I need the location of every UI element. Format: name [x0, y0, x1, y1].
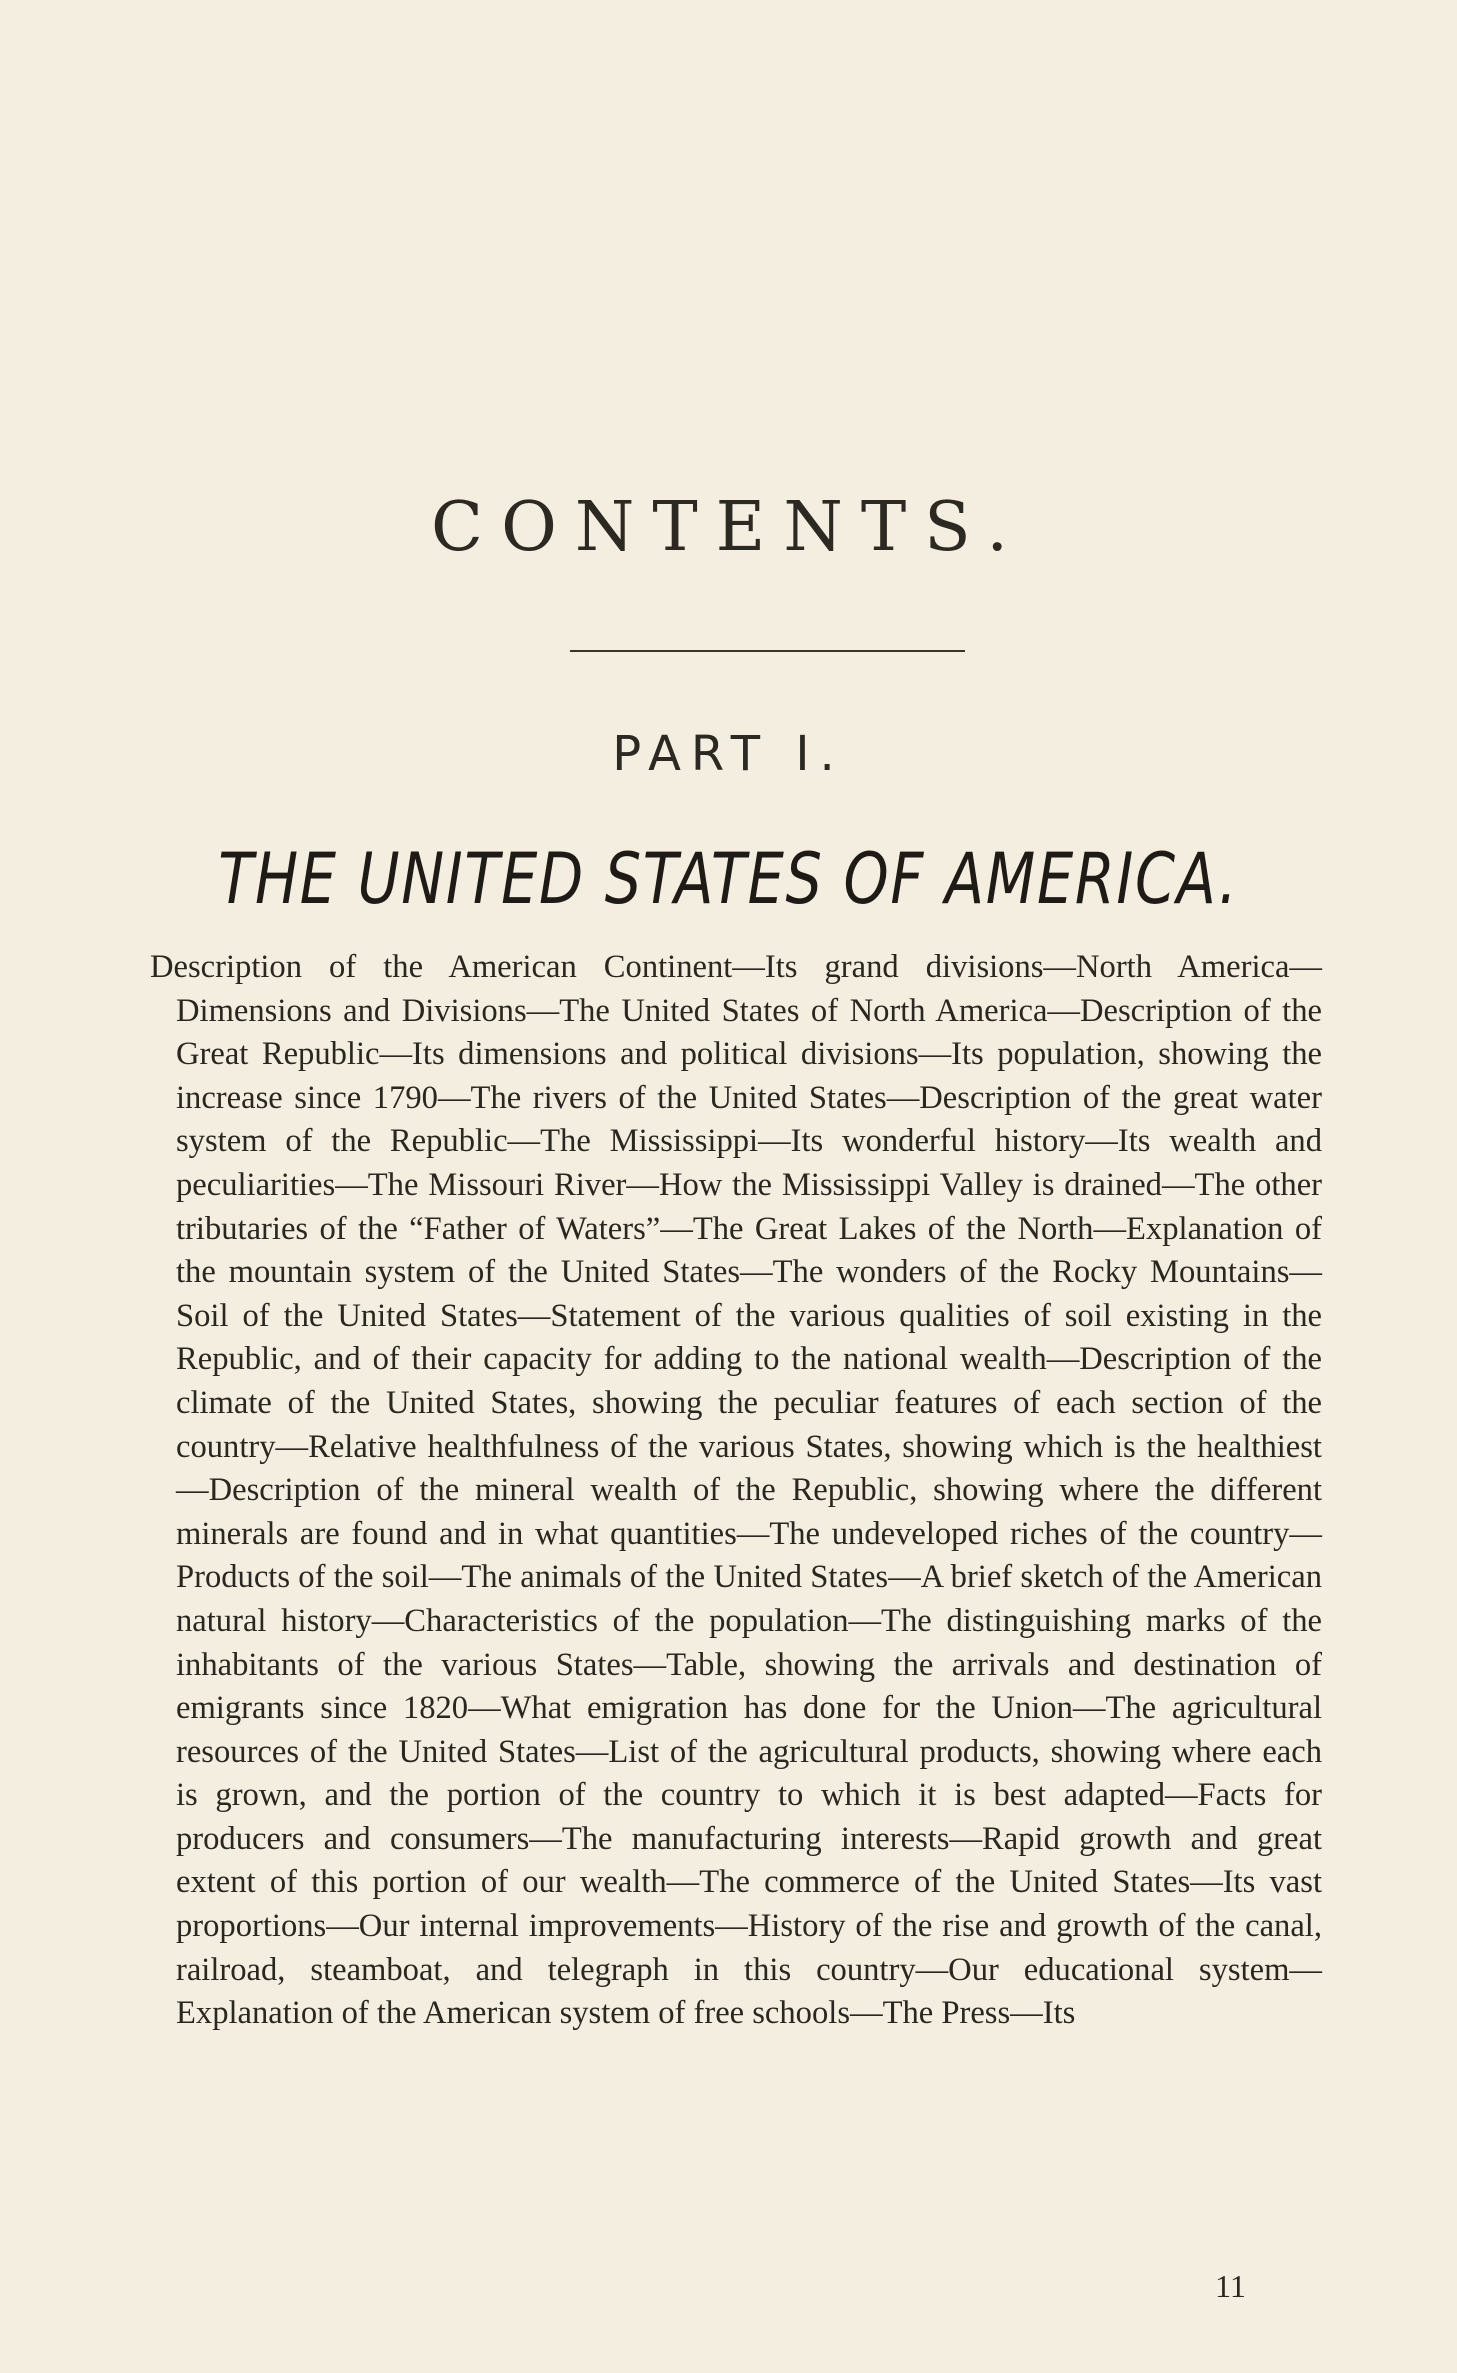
contents-paragraph: Description of the American Continent—Its grand divisions—North America—Dimensions and Divisions—The United States of North America—Description of the Great Republic—Its dimensions and political divisions—Its population, showing the increase since 1790—The rivers of the United States—Description of the great water system of the Republic—The Mississippi—Its wonderful history—Its wealth and peculiarities—The Missouri River—How the Mississippi Valley is drained—The other tributaries of the “Father of Waters”—The Great Lakes of the North—Explanation of the mountain system of the United States—The wonders of the Rocky Mountains—Soil of the United States—Statement of the various qualities of soil existing in the Republic, and of their capacity for adding to the national wealth—Description of the climate of the United States, showing the peculiar features of each section of the country—Relative healthfulness of the various States, showing which is the healthiest—Description of the mineral wealth of the Republic, showing where the different minerals are found and in what quantities—The undeveloped riches of the country—Products of the soil—The animals of the United States—A brief sketch of the American natural history—Characteristics of the population—The distinguishing marks of the inhabitants of the various States—Table, showing the arrivals and destination of emigrants since 1820—What emigration has done for the Union—The agricultural resources of the United States—List of the agricultural products, showing where each is grown, and the portion of the country to which it is best adapted—Facts for producers and consumers—The manufacturing interests—Rapid growth and great extent of this portion of our wealth—The commerce of the United States—Its vast proportions—Our internal improvements—History of the rise and growth of the canal, railroad, steamboat, and telegraph in this country—Our educational system—Explanation of the American system of free schools—The Press—Its [150, 949, 1322, 2032]
contents-heading: CONTENTS. [431, 488, 1026, 567]
page-number: 11 [1215, 2268, 1246, 2304]
part-title: THE UNITED STATES OF AMERICA. [218, 838, 1239, 920]
part-label: PART I. [612, 726, 845, 782]
heading-divider [570, 650, 965, 652]
